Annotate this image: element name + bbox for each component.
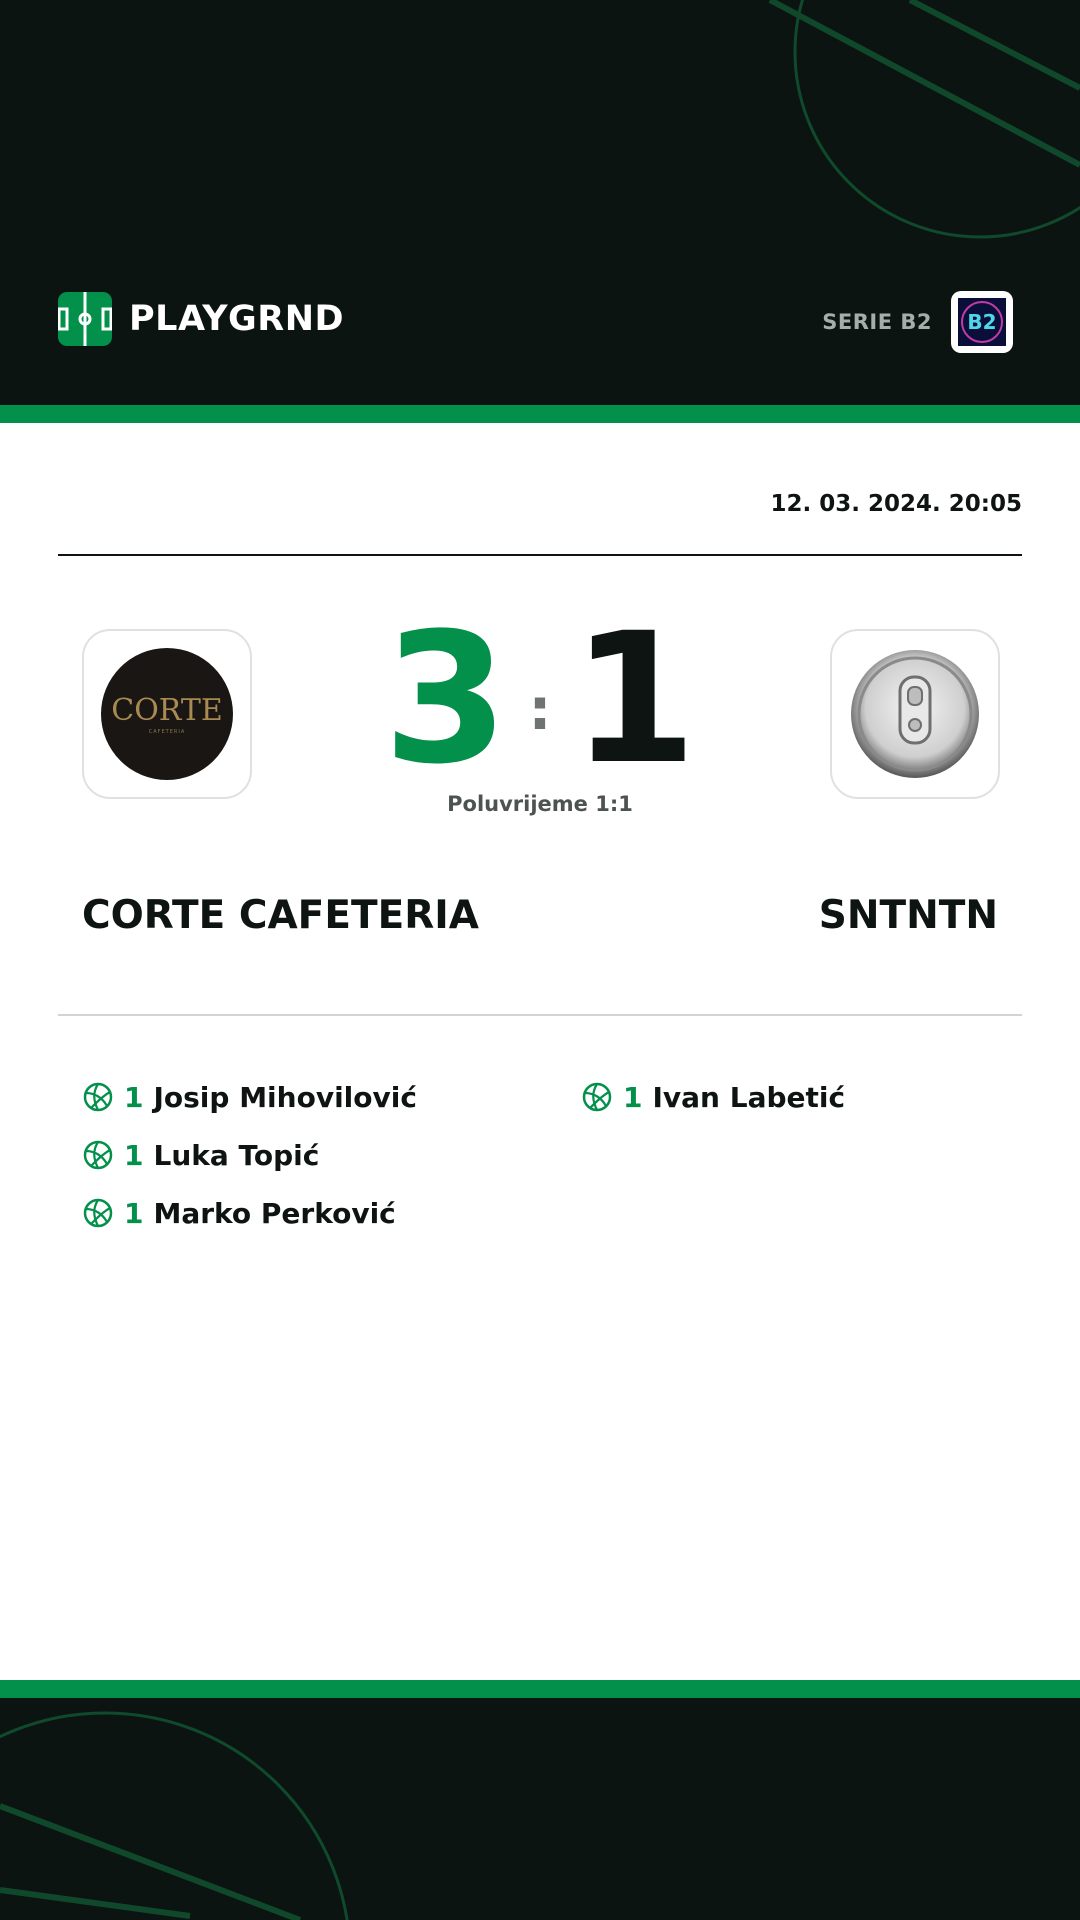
home-logo-text: CORTE bbox=[111, 693, 223, 728]
home-logo-subtext: CAFETERIA bbox=[148, 729, 186, 735]
brand bbox=[58, 292, 344, 346]
goal-count: 1 bbox=[124, 1138, 144, 1172]
soccer-pitch-icon bbox=[58, 292, 112, 346]
goal-count: 1 bbox=[124, 1196, 144, 1230]
away-team-logo bbox=[830, 629, 1000, 799]
league-badge-text: B2 bbox=[967, 310, 997, 334]
goal-count: 1 bbox=[623, 1080, 643, 1114]
goal-count: 1 bbox=[124, 1080, 144, 1114]
league-name: SERIE B2 bbox=[822, 310, 932, 334]
footer bbox=[0, 1698, 1080, 1920]
home-scorers bbox=[83, 1068, 417, 1242]
halftime-score: Poluvrijeme 1:1 bbox=[447, 792, 633, 816]
home-score: 3 bbox=[383, 595, 509, 804]
scorer-row bbox=[83, 1068, 417, 1126]
scorer-row bbox=[582, 1068, 845, 1126]
volleyball-icon bbox=[83, 1198, 113, 1228]
scorer-name: Josip Mihovilović bbox=[153, 1080, 417, 1114]
header-accent-band bbox=[0, 405, 1080, 423]
volleyball-icon bbox=[83, 1082, 113, 1112]
scorer-row bbox=[83, 1184, 417, 1242]
divider bbox=[58, 554, 1022, 556]
soda-can-lid-icon bbox=[848, 647, 982, 781]
away-team-name: SNTNTN bbox=[818, 893, 998, 938]
match-datetime: 12. 03. 2024. 20:05 bbox=[770, 491, 1022, 517]
footer-accent-band bbox=[0, 1680, 1080, 1698]
scorer-row bbox=[83, 1126, 417, 1184]
scorer-name: Marko Perković bbox=[153, 1196, 396, 1230]
volleyball-icon bbox=[83, 1140, 113, 1170]
scorer-name: Ivan Labetić bbox=[652, 1080, 846, 1114]
league bbox=[822, 291, 1013, 353]
divider bbox=[58, 1014, 1022, 1016]
pitch-lines-decoration bbox=[0, 1698, 1080, 1920]
score-separator: : bbox=[528, 675, 552, 744]
volleyball-icon bbox=[582, 1082, 612, 1112]
away-score: 1 bbox=[571, 595, 697, 804]
league-badge bbox=[951, 291, 1013, 353]
home-team-name: CORTE CAFETERIA bbox=[82, 893, 479, 938]
scorer-name: Luka Topić bbox=[153, 1138, 320, 1172]
brand-name: PLAYGRND bbox=[129, 299, 345, 339]
header bbox=[0, 0, 1080, 405]
away-scorers bbox=[582, 1068, 845, 1126]
